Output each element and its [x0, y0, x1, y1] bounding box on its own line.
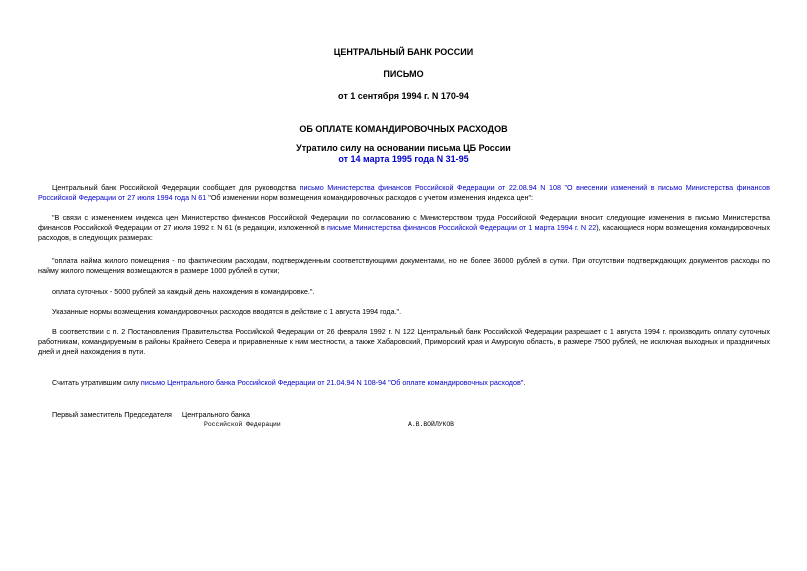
paragraph-intro [38, 183, 770, 203]
paragraph-repeal [38, 378, 770, 388]
minfin-letter-link[interactable]: письмо Министерства финансов Российской Федерации от 22.08.94 N 108 "О внесении изменений в письмо Министерства финансов Российской Федерации от 27 июля 1994 года N 61 [38, 183, 770, 202]
paragraph-quote [38, 213, 770, 243]
paragraph-effective-date: Указанные нормы возмещения командировочных расходов вводятся в действие с 1 августа 1994 года.". [52, 307, 402, 316]
paragraph-text: ), касающиеся норм возмещения командировочных расходов, в следующих размерах: [38, 223, 770, 242]
minfin-letter-22-link[interactable]: письме Министерства финансов Российской Федерации от 1 марта 1994 г. N 22 [327, 223, 597, 232]
lost-force-link[interactable]: от 14 марта 1995 года N 31-95 [338, 154, 469, 164]
paragraph-daily-allowance: оплата суточных - 5000 рублей за каждый день нахождения в командировке.". [52, 287, 315, 296]
paragraph-text: "В связи с изменением индекса цен Министерство финансов Российской Федерации по согласованию с Министерством труда Российской Федерации вносит следующие изменения в письмо Министерства финансов Российской Федерации от 27 июля 1992 г. N 61 (в редакции, изложенной в [38, 213, 770, 232]
paragraph-text: . [523, 378, 526, 387]
document-type: ПИСЬМО [383, 69, 424, 79]
document-subject: ОБ ОПЛАТЕ КОМАНДИРОВОЧНЫХ РАСХОДОВ [299, 124, 508, 134]
paragraph-text: Считать утратившим силу [52, 378, 141, 387]
signatory-name: А.В.ВОЙЛУКОВ [408, 421, 455, 428]
cb-letter-link[interactable]: письмо Центрального банка Российской Федерации от 21.04.94 N 108-94 "Об оплате командировочных расходов" [140, 378, 524, 387]
signature-title: Первый заместитель Председателя Центрального банка [52, 410, 251, 419]
paragraph-text: "Об изменении норм возмещения командировочных расходов с учетом изменения индекса цен": [206, 193, 534, 202]
paragraph-housing: "оплата найма жилого помещения - по фактическим расходам, подтвержденным соответствующими документами, но не более 36000 рублей в сутки. При отсутствии подтверждающих документов расходы по найму жилого помещения возмещаются в размере 1000 рублей в сутки; [38, 256, 770, 275]
signature-org: Российской Федерации [204, 421, 281, 428]
issuer-title: ЦЕНТРАЛЬНЫЙ БАНК РОССИИ [333, 47, 474, 57]
paragraph-far-north: В соответствии с п. 2 Постановления Правительства Российской Федерации от 26 февраля 1992 г. N 122 Центральный банк Российской Федерации разрешает с 1 августа 1994 г. производить оплату суточных работникам, командируемым в районы Крайнего Севера и приравненные к ним местности, а также Хабаровский, Приморский края и Амурскую область, в размере 7500 рублей, не исключая выходных и праздничных дней и дней нахождения в пути. [38, 327, 770, 356]
document-date-number: от 1 сентября 1994 г. N 170-94 [338, 91, 469, 101]
lost-force-note: Утратило силу на основании письма ЦБ России [296, 143, 511, 153]
paragraph-text: Центральный банк Российской Федерации сообщает для руководства [52, 183, 300, 192]
